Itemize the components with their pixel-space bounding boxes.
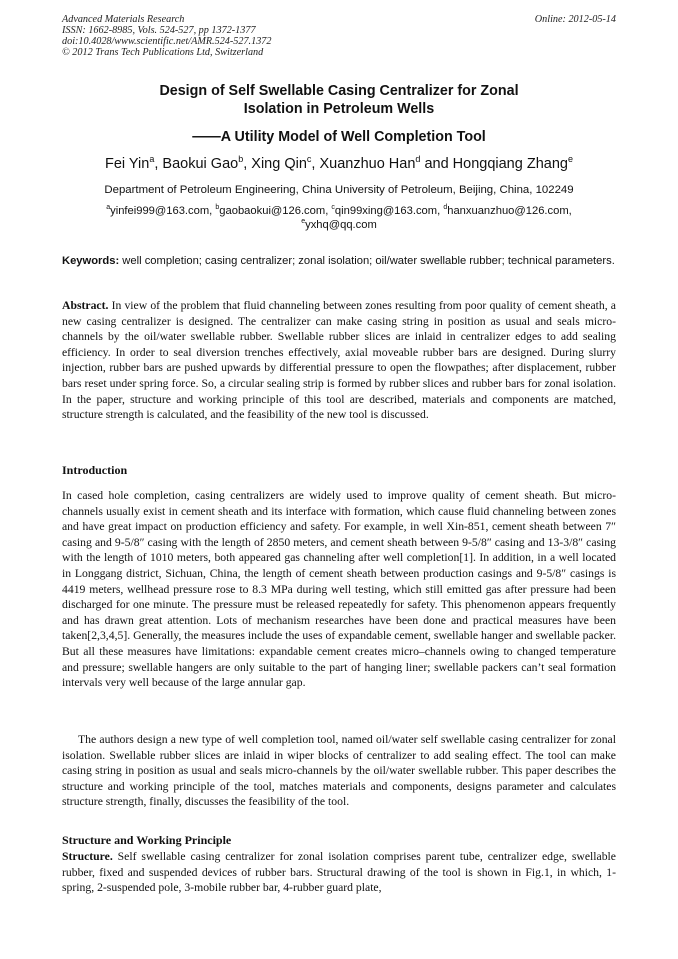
keywords [62,254,616,269]
email-sup: c [331,204,335,211]
email-d: hanxuanzhuo@126.com, [447,205,572,217]
author: Fei Yin [105,156,150,172]
affiliation: Department of Petroleum Engineering, China University of Petroleum, Beijing, China, 102249 [104,184,574,196]
author: Xuanzhuo Han [319,156,416,172]
journal-header [62,14,616,58]
author: Baokui Gao [162,156,239,172]
author-sep: , [311,156,320,172]
abstract-text: In view of the problem that fluid channeling between zones resulting from poor quality of cement sheath, a new casing centralizer is designed. The centralizer can make casing string in position as usual and seals micro-channels by the oil/water swellable rubber. Swellable rubber slices are inlaid in centralizer edges to add sealing efficiency. In order to seal diversion trenches effectively, axial moveable rubber bars are designed. During slurry injection, rubber bars are pushed upwards by differential pressure to open the flowpathes; after displacement, rubber bars reset under spring force. So, a circular sealing strip is formed by rubber slices and rubber bars for zonal isolation. In the paper, structure and working principle of this tool are described, materials and components are matched, structure strength is calculated, and the feasibility of the new tool is discussed. [62,299,616,422]
title-line-1: Design of Self Swellable Casing Centralizer for Zonal [159,83,519,99]
author: Xing Qin [251,156,307,172]
keywords-label: Keywords: [62,255,120,267]
author-sup: a [149,154,155,164]
copyright-line: © 2012 Trans Tech Publications Ltd, Switzerland [62,47,264,58]
author-list [62,155,616,173]
author-sup: c [306,154,312,164]
email-sup: a [106,204,111,211]
structure-text: Self swellable casing centralizer for zonal isolation comprises parent tube, centralizer edge, swellable rubber, fixed and suspended devices of rubber bars. Structural drawing of the tool is shown in Fig.1, in which, 1-spring, 2-suspended pole, 3-mobile rubber bar, 4-rubber guard plate, [62,850,616,895]
email-sup: b [215,204,220,211]
author-sep: , [154,156,163,172]
structure-paragraph [62,849,616,896]
doi-line: doi:10.4028/www.scientific.net/AMR.524-527.1372 [62,36,272,47]
title-line-2: Isolation in Petroleum Wells [243,101,435,117]
author-sep: , [243,156,252,172]
email-sup: e [301,218,306,225]
author-sup: b [238,154,244,164]
email-sup: d [443,204,448,211]
paper-subtitle: ——A Utility Model of Well Completion Tool [192,129,486,145]
structure-heading: Structure and Working Principle [62,833,232,847]
email-b: gaobaokui@126.com, [219,205,332,217]
online-date: Online: 2012-05-14 [534,14,616,25]
abstract [62,298,616,423]
introduction-heading: Introduction [62,463,128,477]
email-e: yxhq@qq.com [305,219,377,231]
email-list [62,204,616,232]
abstract-label: Abstract. [62,299,109,312]
keywords-text: well completion; casing centralizer; zonal isolation; oil/water swellable rubber; technical parameters. [119,255,615,267]
structure-label: Structure. [62,850,113,863]
paper-title [62,82,616,118]
author-sup: d [415,154,421,164]
introduction-paragraph-1: In cased hole completion, casing centralizers are widely used to improve quality of cement sheath. But micro-channels usually exist in cement sheath and its interface with formation, which cause fluid channeling between zones and have great impact on production efficiency and safety. For example, in well Xin-851, cement sheath between 7″ casing and 9-5/8″ casing with the length of 2850 meters, and cement sheath between 9-5/8″ casing and 13-3/8″ casing with the length of 1010 meters, both appeared gas channeling after well completion[1]. In addition, in a well located in Longgang district, Sichuan, China, the length of cement sheath between production casings and 9-5/8″ casings is 4419 meters, wellhead pressure rose to 8.3 MPa during well testing, which still emitted gas after pressure had been discharged for one minute. The pressure must be released repeatedly for safety. This phenomenon appears frequently and has drawn great attention. Lots of mechanism researches have been done and practical measures have been taken[2,3,4,5]. Generally, the measures include the uses of expandable cement, swellable hanger and swellable packer. But all these measures have limitations: expandable cement creates micro–channels owing to changed temperature and pressure; swellable hangers are only suitable to the part of hanging liner; swellable packers can’t seal formation intervals very well because of the large annular gap. [62,489,616,690]
author-sup: e [567,154,573,164]
email-c: qin99xing@163.com, [334,205,444,217]
email-a: yinfei999@163.com, [110,205,216,217]
author: Hongqiang Zhang [452,156,568,172]
author-sep: and [420,156,453,172]
introduction-paragraph-2: The authors design a new type of well completion tool, named oil/water self swellable casing centralizer for zonal isolation. Swellable rubber slices are inlaid in wiper blocks of centralizer to add sealing effect. The tool can make casing string in position as usual and seals micro-channels by the oil/water swellable rubber. This paper describes the structure and working principle of the tool, matches materials and components, designs parameter and calculates structure strength, finally, discusses the feasibility of the tool. [62,733,616,809]
issn-line: ISSN: 1662-8985, Vols. 524-527, pp 1372-1377 [62,25,256,36]
journal-name: Advanced Materials Research [62,14,185,25]
